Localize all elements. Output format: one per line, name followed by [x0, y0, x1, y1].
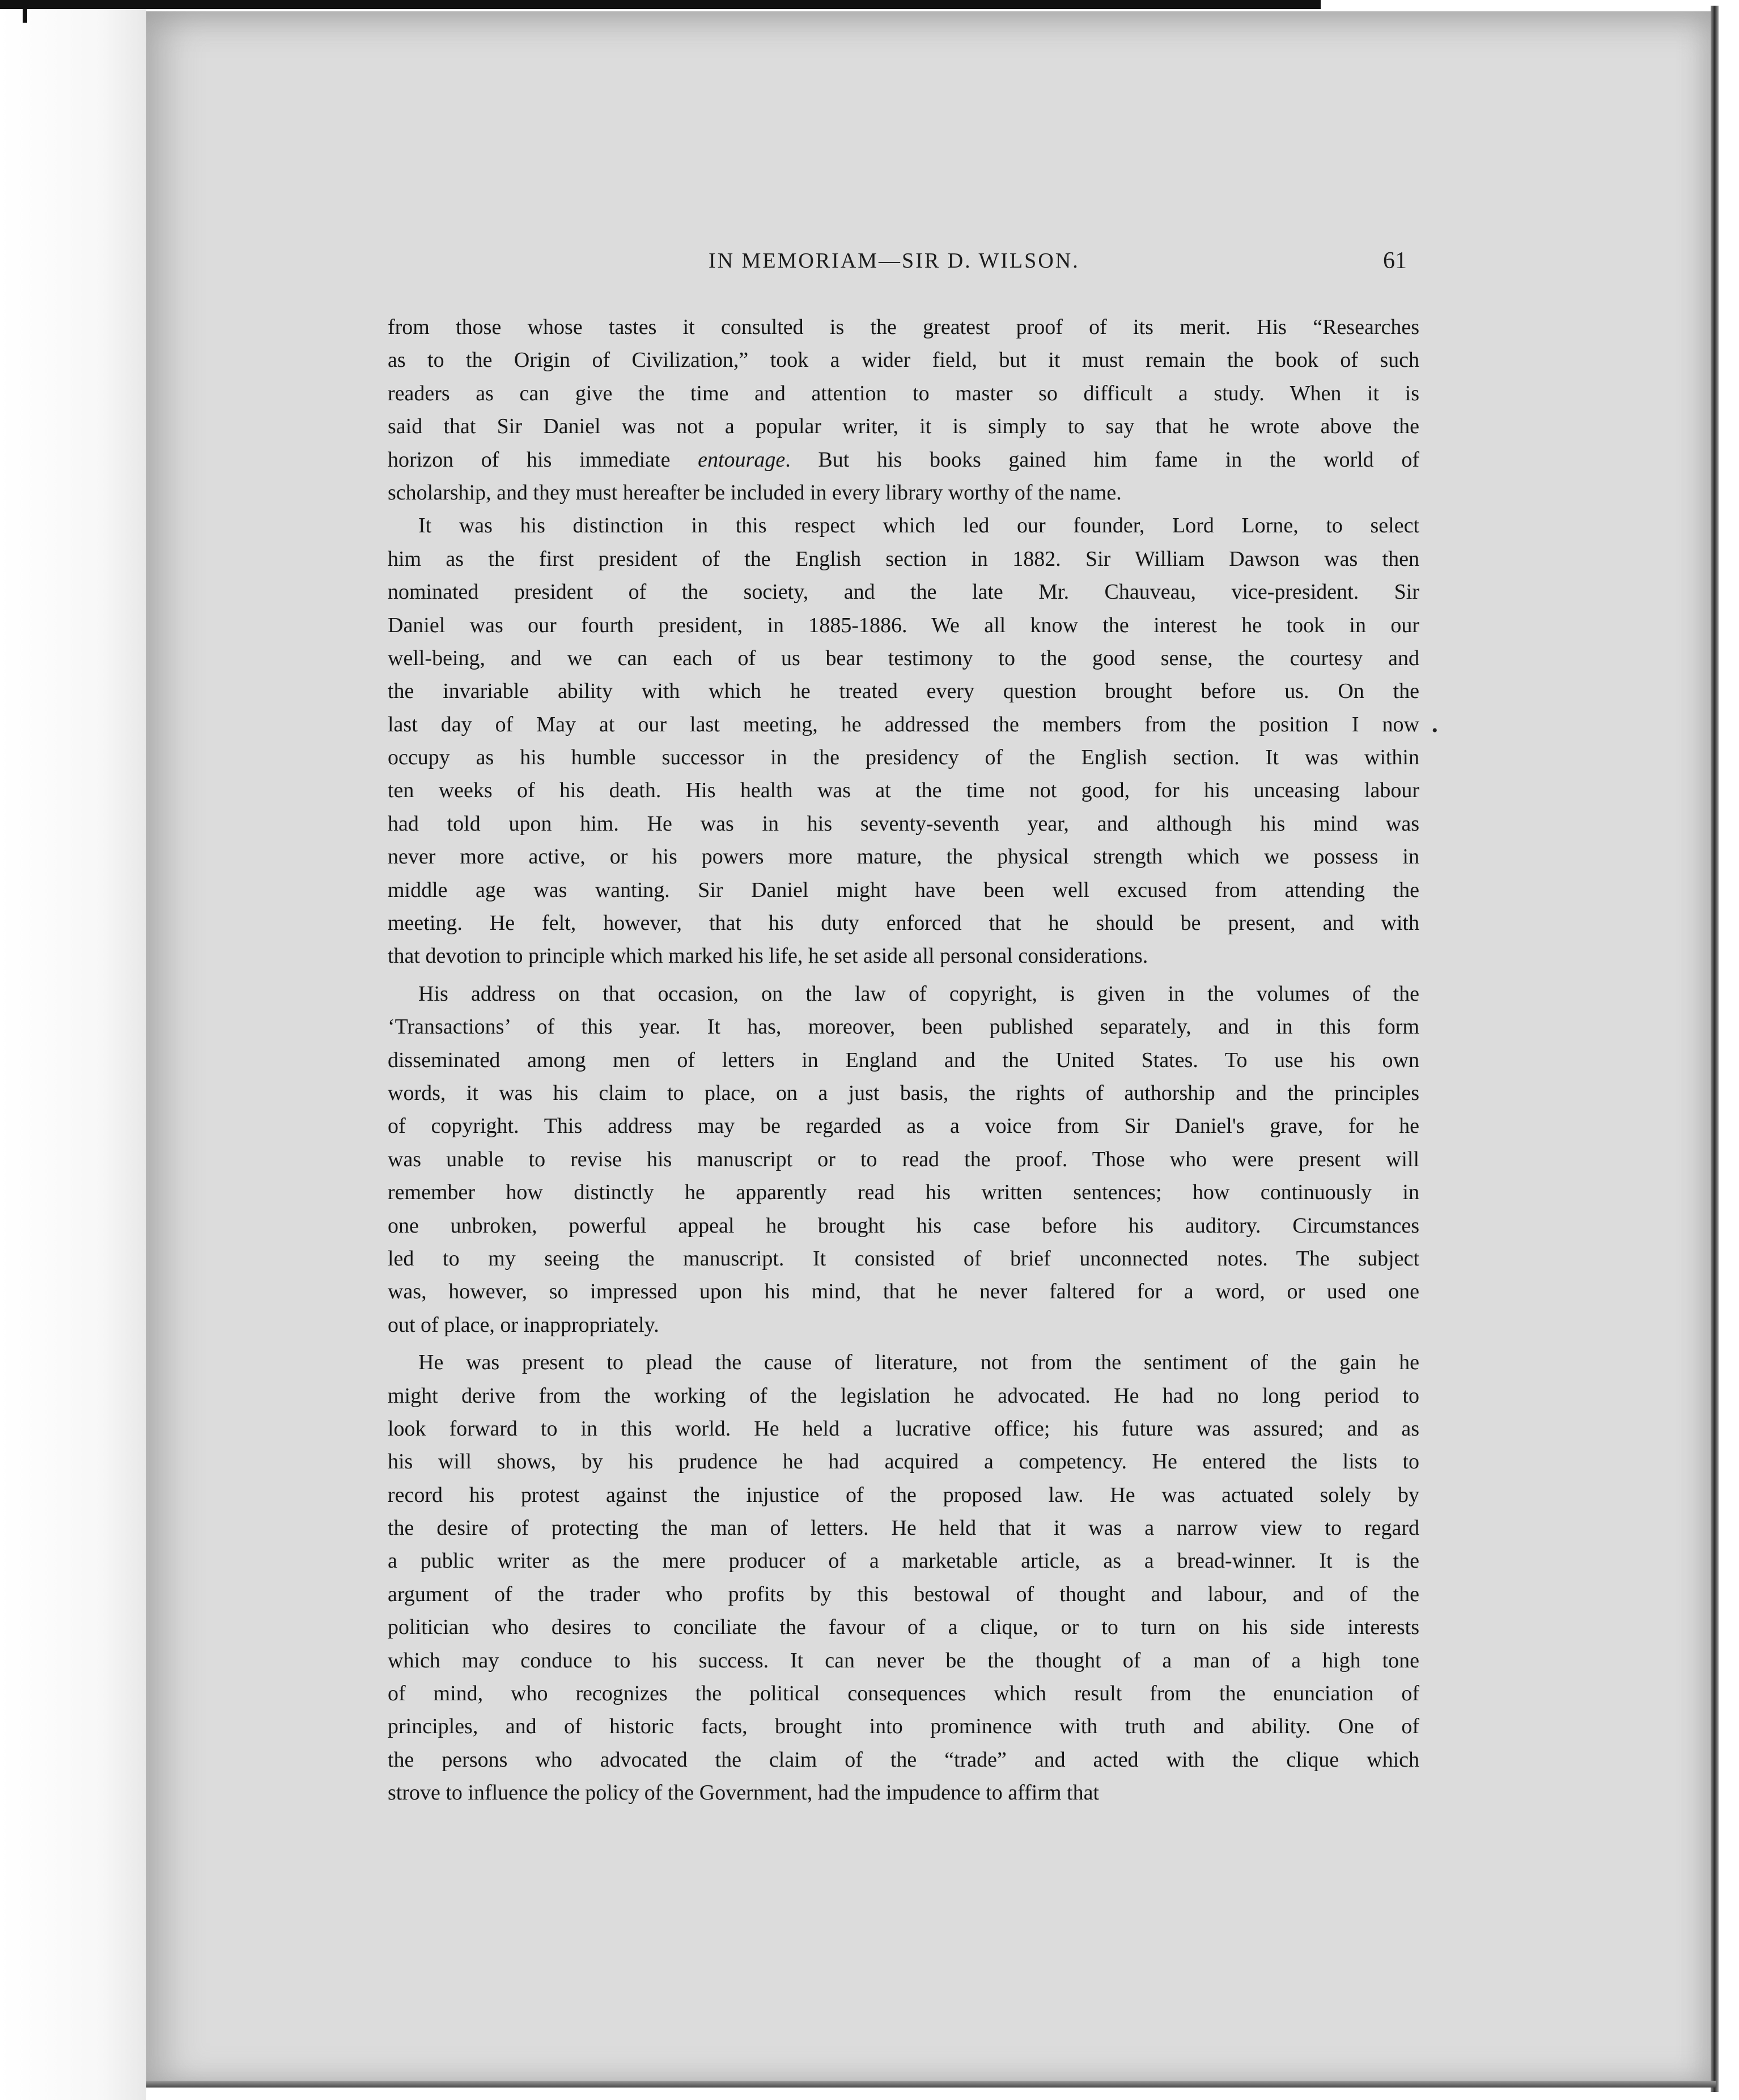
page-bottom-edge [146, 2081, 1716, 2088]
text-line: was unable to revise his manuscript or to read the proof. Those who were present will [388, 1147, 1419, 1171]
text-line: his will shows, by his prudence he had acquired a competency. He entered the lists to [388, 1450, 1419, 1474]
text-line: led to my seeing the manuscript. It consisted of brief unconnected notes. The subject [388, 1246, 1419, 1271]
text-line: a public writer as the mere producer of a marketable article, as a bread-winner. It is the [388, 1549, 1419, 1573]
text-line: out of place, or inappropriately. [388, 1312, 659, 1337]
text-line: It was his distinction in this respect which led our founder, Lord Lorne, to select [418, 514, 1419, 538]
text-line: Daniel was our fourth president, in 1885-1886. We all know the interest he took in our [388, 613, 1419, 637]
text-line: which may conduce to his success. It can never be the thought of a man of a high tone [388, 1648, 1419, 1673]
text-line: well-being, and we can each of us bear testimony to the good sense, the courtesy and [388, 646, 1419, 670]
text-line: was, however, so impressed upon his mind, that he never faltered for a word, or used one [388, 1280, 1419, 1304]
paragraph [388, 509, 1419, 972]
text-line: look forward to in this world. He held a lucrative office; his future was assured; and as [388, 1416, 1419, 1441]
text-line: of mind, who recognizes the political consequences which result from the enunciation of [388, 1682, 1419, 1706]
text-line: might derive from the working of the legislation he advocated. He had no long period to [388, 1383, 1419, 1408]
text-line: from those whose tastes it consulted is the greatest proof of its merit. His “Researches [388, 315, 1419, 339]
text-line: ten weeks of his death. His health was at the time not good, for his unceasing labour [388, 778, 1419, 803]
paragraph-gap [388, 1341, 1419, 1346]
text-line: that devotion to principle which marked his life, he set aside all personal considerations. [388, 944, 1148, 968]
text-line: readers as can give the time and attention to master so difficult a study. When it is [388, 381, 1419, 405]
text-line: of copyright. This address may be regarded as a voice from Sir Daniel's grave, for he [388, 1114, 1419, 1138]
paragraph-gap [388, 973, 1419, 977]
text-line: disseminated among men of letters in England and the United States. To use his own [388, 1048, 1419, 1072]
text-line: ‘Transactions’ of this year. It has, moreover, been published separately, and in this form [388, 1015, 1419, 1039]
text-line: as to the Origin of Civilization,” took a wider field, but it must remain the book of such [388, 348, 1419, 372]
stray-mark: • [1432, 721, 1438, 740]
text-line: strove to influence the policy of the Government, had the impudence to affirm that [388, 1781, 1100, 1805]
paragraph [388, 311, 1419, 509]
top-scan-edge [0, 0, 1321, 9]
corner-mark [23, 0, 27, 23]
text-line: words, it was his claim to place, on a just basis, the rights of authorship and the principles [388, 1081, 1419, 1105]
text-line: meeting. He felt, however, that his duty enforced that he should be present, and with [388, 911, 1419, 935]
paragraph [388, 1346, 1419, 1809]
text-line: him as the first president of the English section in 1882. Sir William Dawson was then [388, 547, 1419, 571]
running-head: IN MEMORIAM—SIR D. WILSON. [709, 249, 1080, 273]
text-line: remember how distinctly he apparently read his written sentences; how continuously in [388, 1180, 1419, 1205]
text-line: horizon of his immediate entourage. But his books gained him fame in the world of [388, 447, 1419, 472]
text-line: last day of May at our last meeting, he addressed the members from the position I now [388, 712, 1419, 736]
text-line: nominated president of the society, and the late Mr. Chauveau, vice-president. Sir [388, 580, 1419, 604]
text-line: He was present to plead the cause of literature, not from the sentiment of the gain he [418, 1350, 1419, 1375]
body-text [388, 311, 1419, 1810]
text-line: occupy as his humble successor in the presidency of the English section. It was within [388, 746, 1419, 770]
text-line: His address on that occasion, on the law of copyright, is given in the volumes of the [418, 981, 1419, 1006]
paragraph [388, 977, 1419, 1341]
text-line: had told upon him. He was in his seventy-seventh year, and although his mind was [388, 811, 1419, 836]
text-line: argument of the trader who profits by this bestowal of thought and labour, and of the [388, 1582, 1419, 1606]
text-line: middle age was wanting. Sir Daniel might have been well excused from attending the [388, 878, 1419, 902]
left-margin-strip [0, 0, 146, 2100]
page-right-edge [1711, 6, 1719, 2092]
text-line: never more active, or his powers more mature, the physical strength which we possess in [388, 845, 1419, 869]
text-line: said that Sir Daniel was not a popular writer, it is simply to say that he wrote above the [388, 414, 1419, 439]
page-number: 61 [1383, 248, 1407, 274]
text-line: one unbroken, powerful appeal he brought his case before his auditory. Circumstances [388, 1213, 1419, 1238]
text-line: record his protest against the injustice of the proposed law. He was actuated solely by [388, 1483, 1419, 1507]
text-line: scholarship, and they must hereafter be included in every library worthy of the name. [388, 480, 1122, 505]
text-line: the invariable ability with which he treated every question brought before us. On the [388, 679, 1419, 704]
text-line: politician who desires to conciliate the favour of a clique, or to turn on his side interests [388, 1615, 1419, 1640]
text-line: the desire of protecting the man of letters. He held that it was a narrow view to regard [388, 1516, 1419, 1540]
text-line: the persons who advocated the claim of the “trade” and acted with the clique which [388, 1747, 1419, 1772]
text-line: principles, and of historic facts, brought into prominence with truth and ability. One of [388, 1714, 1419, 1739]
